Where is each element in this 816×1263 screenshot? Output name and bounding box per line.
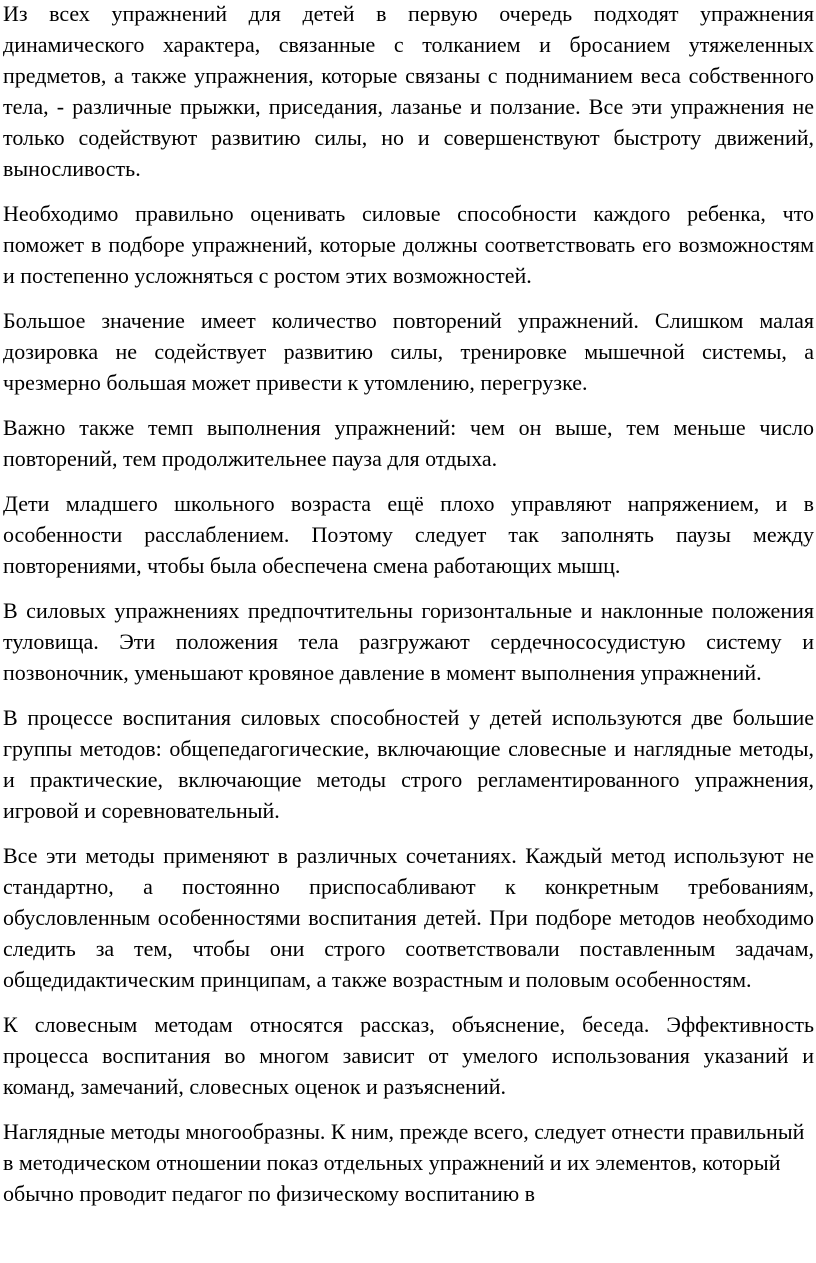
paragraph: Все эти методы применяют в различных сочетаниях. Каждый метод используют не стандартно, а постоянно приспосабливают к конкретным требованиям, обусловленным особенностями воспитания детей. При подборе методов необходимо следить за тем, чтобы они строго соответствовали поставленным задачам, общедидактическим принципам, а также возрастным и половым особенностям. bbox=[3, 843, 814, 992]
paragraph: Наглядные методы многообразны. К ним, прежде всего, следует отнести правильный в методическом отношении показ отдельных упражнений и их элементов, который обычно проводит педагог по физическому воспитанию в bbox=[3, 1119, 805, 1206]
paragraph: К словесным методам относятся рассказ, объяснение, беседа. Эффективность процесса воспитания во многом зависит от умелого использования указаний и команд, замечаний, словесных оценок и разъяснений. bbox=[3, 1012, 814, 1099]
paragraph: В процессе воспитания силовых способностей у детей используются две большие группы методов: общепедагогические, включающие словесные и наглядные методы, и практические, включающие методы строго регламентированного упражнения, игровой и соревновательный. bbox=[3, 705, 814, 823]
paragraph: Из всех упражнений для детей в первую очередь подходят упражнения динамического характера, связанные с толканием и бросанием утяжеленных предметов, а также упражнения, которые связаны с подниманием веса собственного тела, - различные прыжки, приседания, лазанье и ползание. Все эти упражнения не только содействуют развитию силы, но и совершенствуют быстроту движений, выносливость. bbox=[3, 1, 814, 181]
paragraph: Большое значение имеет количество повторений упражнений. Слишком малая дозировка не содействует развитию силы, тренировке мышечной системы, а чрезмерно большая может привести к утомлению, перегрузке. bbox=[3, 308, 814, 395]
paragraph: Важно также темп выполнения упражнений: чем он выше, тем меньше число повторений, тем продолжительнее пауза для отдыха. bbox=[3, 415, 814, 471]
paragraph: В силовых упражнениях предпочтительны горизонтальные и наклонные положения туловища. Эти положения тела разгружают сердечнососудистую систему и позвоночник, уменьшают кровяное давление в момент выполнения упражнений. bbox=[3, 598, 814, 685]
paragraph: Дети младшего школьного возраста ещё плохо управляют напряжением, и в особенности расслаблением. Поэтому следует так заполнять паузы между повторениями, чтобы была обеспечена смена работающих мышц. bbox=[3, 491, 814, 578]
paragraph: Необходимо правильно оценивать силовые способности каждого ребенка, что поможет в подборе упражнений, которые должны соответствовать его возможностям и постепенно усложняться с ростом этих возможностей. bbox=[3, 201, 814, 288]
